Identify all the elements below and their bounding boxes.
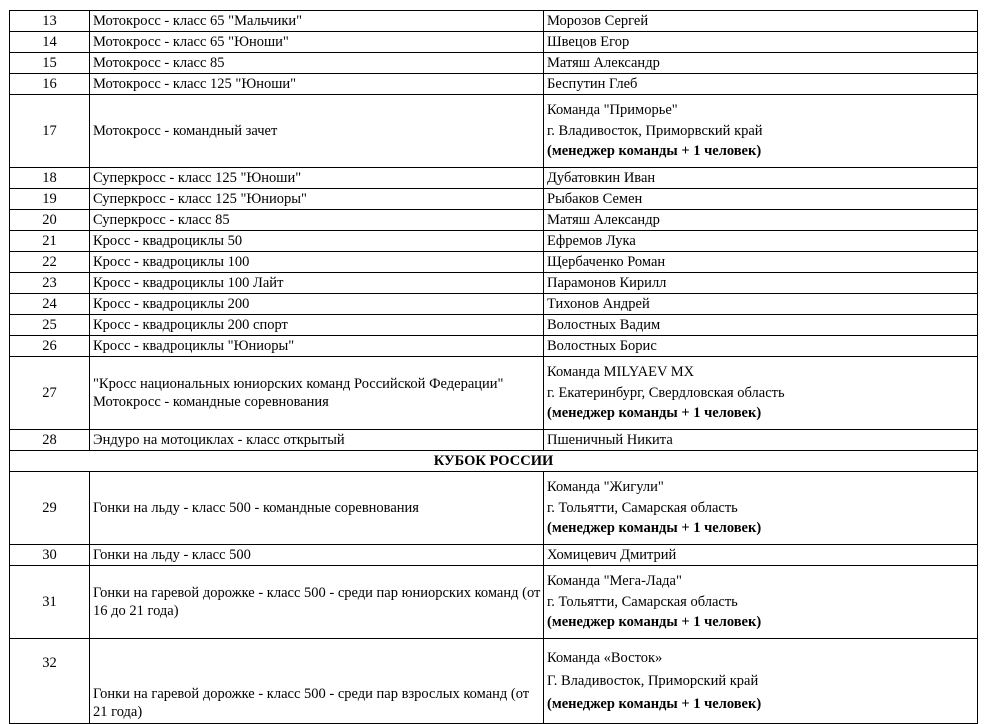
event-name: Кросс - квадроциклы 100 Лайт: [90, 273, 544, 294]
event-name: Гонки на льду - класс 500 - командные соревнования: [90, 472, 544, 545]
table-row: [10, 566, 978, 639]
results-table: [9, 10, 978, 724]
row-number: 18: [10, 168, 90, 189]
team-city: г. Екатеринбург, Свердловская область: [547, 384, 785, 401]
event-name: Кросс - квадроциклы 200: [90, 294, 544, 315]
participant-name: Матяш Александр: [544, 210, 978, 231]
row-number: 16: [10, 74, 90, 95]
team-city: г. Тольятти, Самарская область: [547, 593, 738, 610]
participant-name: Дубатовкин Иван: [544, 168, 978, 189]
row-number: 23: [10, 273, 90, 294]
row-number: 30: [10, 545, 90, 566]
row-number: 22: [10, 252, 90, 273]
event-name: Суперкросс - класс 125 "Юниоры": [90, 189, 544, 210]
table-row: [10, 189, 978, 210]
table-row: [10, 273, 978, 294]
table-row: [10, 336, 978, 357]
team-name: Команда «Восток»: [547, 649, 663, 666]
table-row: [10, 357, 978, 430]
participant-name: Беспутин Глеб: [544, 74, 978, 95]
row-number: 21: [10, 231, 90, 252]
event-name: Кросс - квадроциклы 50: [90, 231, 544, 252]
row-number: 14: [10, 32, 90, 53]
section-row: [10, 451, 978, 472]
participant-name: Рыбаков Семен: [544, 189, 978, 210]
event-name: Суперкросс - класс 125 "Юноши": [90, 168, 544, 189]
participant-name: Пшеничный Никита: [544, 430, 978, 451]
row-number: 32: [10, 639, 90, 724]
event-name: Мотокросс - класс 85: [90, 53, 544, 74]
participant-name: Щербаченко Роман: [544, 252, 978, 273]
row-number: 19: [10, 189, 90, 210]
row-number: 31: [10, 566, 90, 639]
table-row: [10, 32, 978, 53]
table-row: [10, 472, 978, 545]
event-name: Гонки на гаревой дорожке - класс 500 - среди пар взрослых команд (от 21 года): [90, 639, 544, 724]
participant-name: Ефремов Лука: [544, 231, 978, 252]
team-name: Команда "Приморье": [547, 102, 678, 119]
participant-name: Тихонов Андрей: [544, 294, 978, 315]
table-row: [10, 430, 978, 451]
row-number: 20: [10, 210, 90, 231]
team-note: (менеджер команды + 1 человек): [547, 143, 762, 160]
table-row: [10, 210, 978, 231]
participant-name: Хомицевич Дмитрий: [544, 545, 978, 566]
participant-name: Волостных Борис: [544, 336, 978, 357]
team-cell: [544, 472, 978, 545]
table-row: [10, 168, 978, 189]
team-name: Команда MILYAEV MX: [547, 364, 695, 381]
team-cell: [544, 357, 978, 430]
table-row: [10, 11, 978, 32]
event-name: Суперкросс - класс 85: [90, 210, 544, 231]
event-name: Эндуро на мотоциклах - класс открытый: [90, 430, 544, 451]
table-row: [10, 545, 978, 566]
row-number: 17: [10, 95, 90, 168]
event-name: Мотокросс - класс 125 "Юноши": [90, 74, 544, 95]
event-name: Мотокросс - класс 65 "Юноши": [90, 32, 544, 53]
participant-name: Матяш Александр: [544, 53, 978, 74]
table-row: [10, 74, 978, 95]
table-row: [10, 252, 978, 273]
row-number: 29: [10, 472, 90, 545]
participant-name: Парамонов Кирилл: [544, 273, 978, 294]
table-row: [10, 315, 978, 336]
row-number: 13: [10, 11, 90, 32]
table-row: [10, 53, 978, 74]
team-note: (менеджер команды + 1 человек): [547, 405, 762, 422]
event-name: Кросс - квадроциклы 200 спорт: [90, 315, 544, 336]
team-city: Г. Владивосток, Приморский край: [547, 672, 759, 689]
row-number: 28: [10, 430, 90, 451]
row-number: 26: [10, 336, 90, 357]
team-name: Команда "Мега-Лада": [547, 573, 682, 590]
team-city: г. Тольятти, Самарская область: [547, 499, 738, 516]
event-name: Гонки на гаревой дорожке - класс 500 - среди пар юниорских команд (от 16 до 21 года): [90, 566, 544, 639]
team-name: Команда "Жигули": [547, 479, 664, 496]
participant-name: Волостных Вадим: [544, 315, 978, 336]
table-row: [10, 639, 978, 724]
event-name: Мотокросс - класс 65 "Мальчики": [90, 11, 544, 32]
section-title: КУБОК РОССИИ: [10, 451, 978, 472]
team-cell: [544, 95, 978, 168]
row-number: 15: [10, 53, 90, 74]
event-name: Кросс - квадроциклы "Юниоры": [90, 336, 544, 357]
team-cell: [544, 566, 978, 639]
event-name: "Кросс национальных юниорских команд Российской Федерации" Мотокросс - командные соревнования: [90, 357, 544, 430]
team-cell: [544, 639, 978, 724]
event-name: Кросс - квадроциклы 100: [90, 252, 544, 273]
row-number: 24: [10, 294, 90, 315]
participant-name: Швецов Егор: [544, 32, 978, 53]
table-row: [10, 294, 978, 315]
team-city: г. Владивосток, Приморвский край: [547, 122, 763, 139]
row-number: 25: [10, 315, 90, 336]
event-name: Мотокросс - командный зачет: [90, 95, 544, 168]
team-note: (менеджер команды + 1 человек): [547, 695, 762, 712]
participant-name: Морозов Сергей: [544, 11, 978, 32]
team-note: (менеджер команды + 1 человек): [547, 520, 762, 537]
team-note: (менеджер команды + 1 человек): [547, 614, 762, 631]
event-name: Гонки на льду - класс 500: [90, 545, 544, 566]
table-row: [10, 95, 978, 168]
table-row: [10, 231, 978, 252]
row-number: 27: [10, 357, 90, 430]
